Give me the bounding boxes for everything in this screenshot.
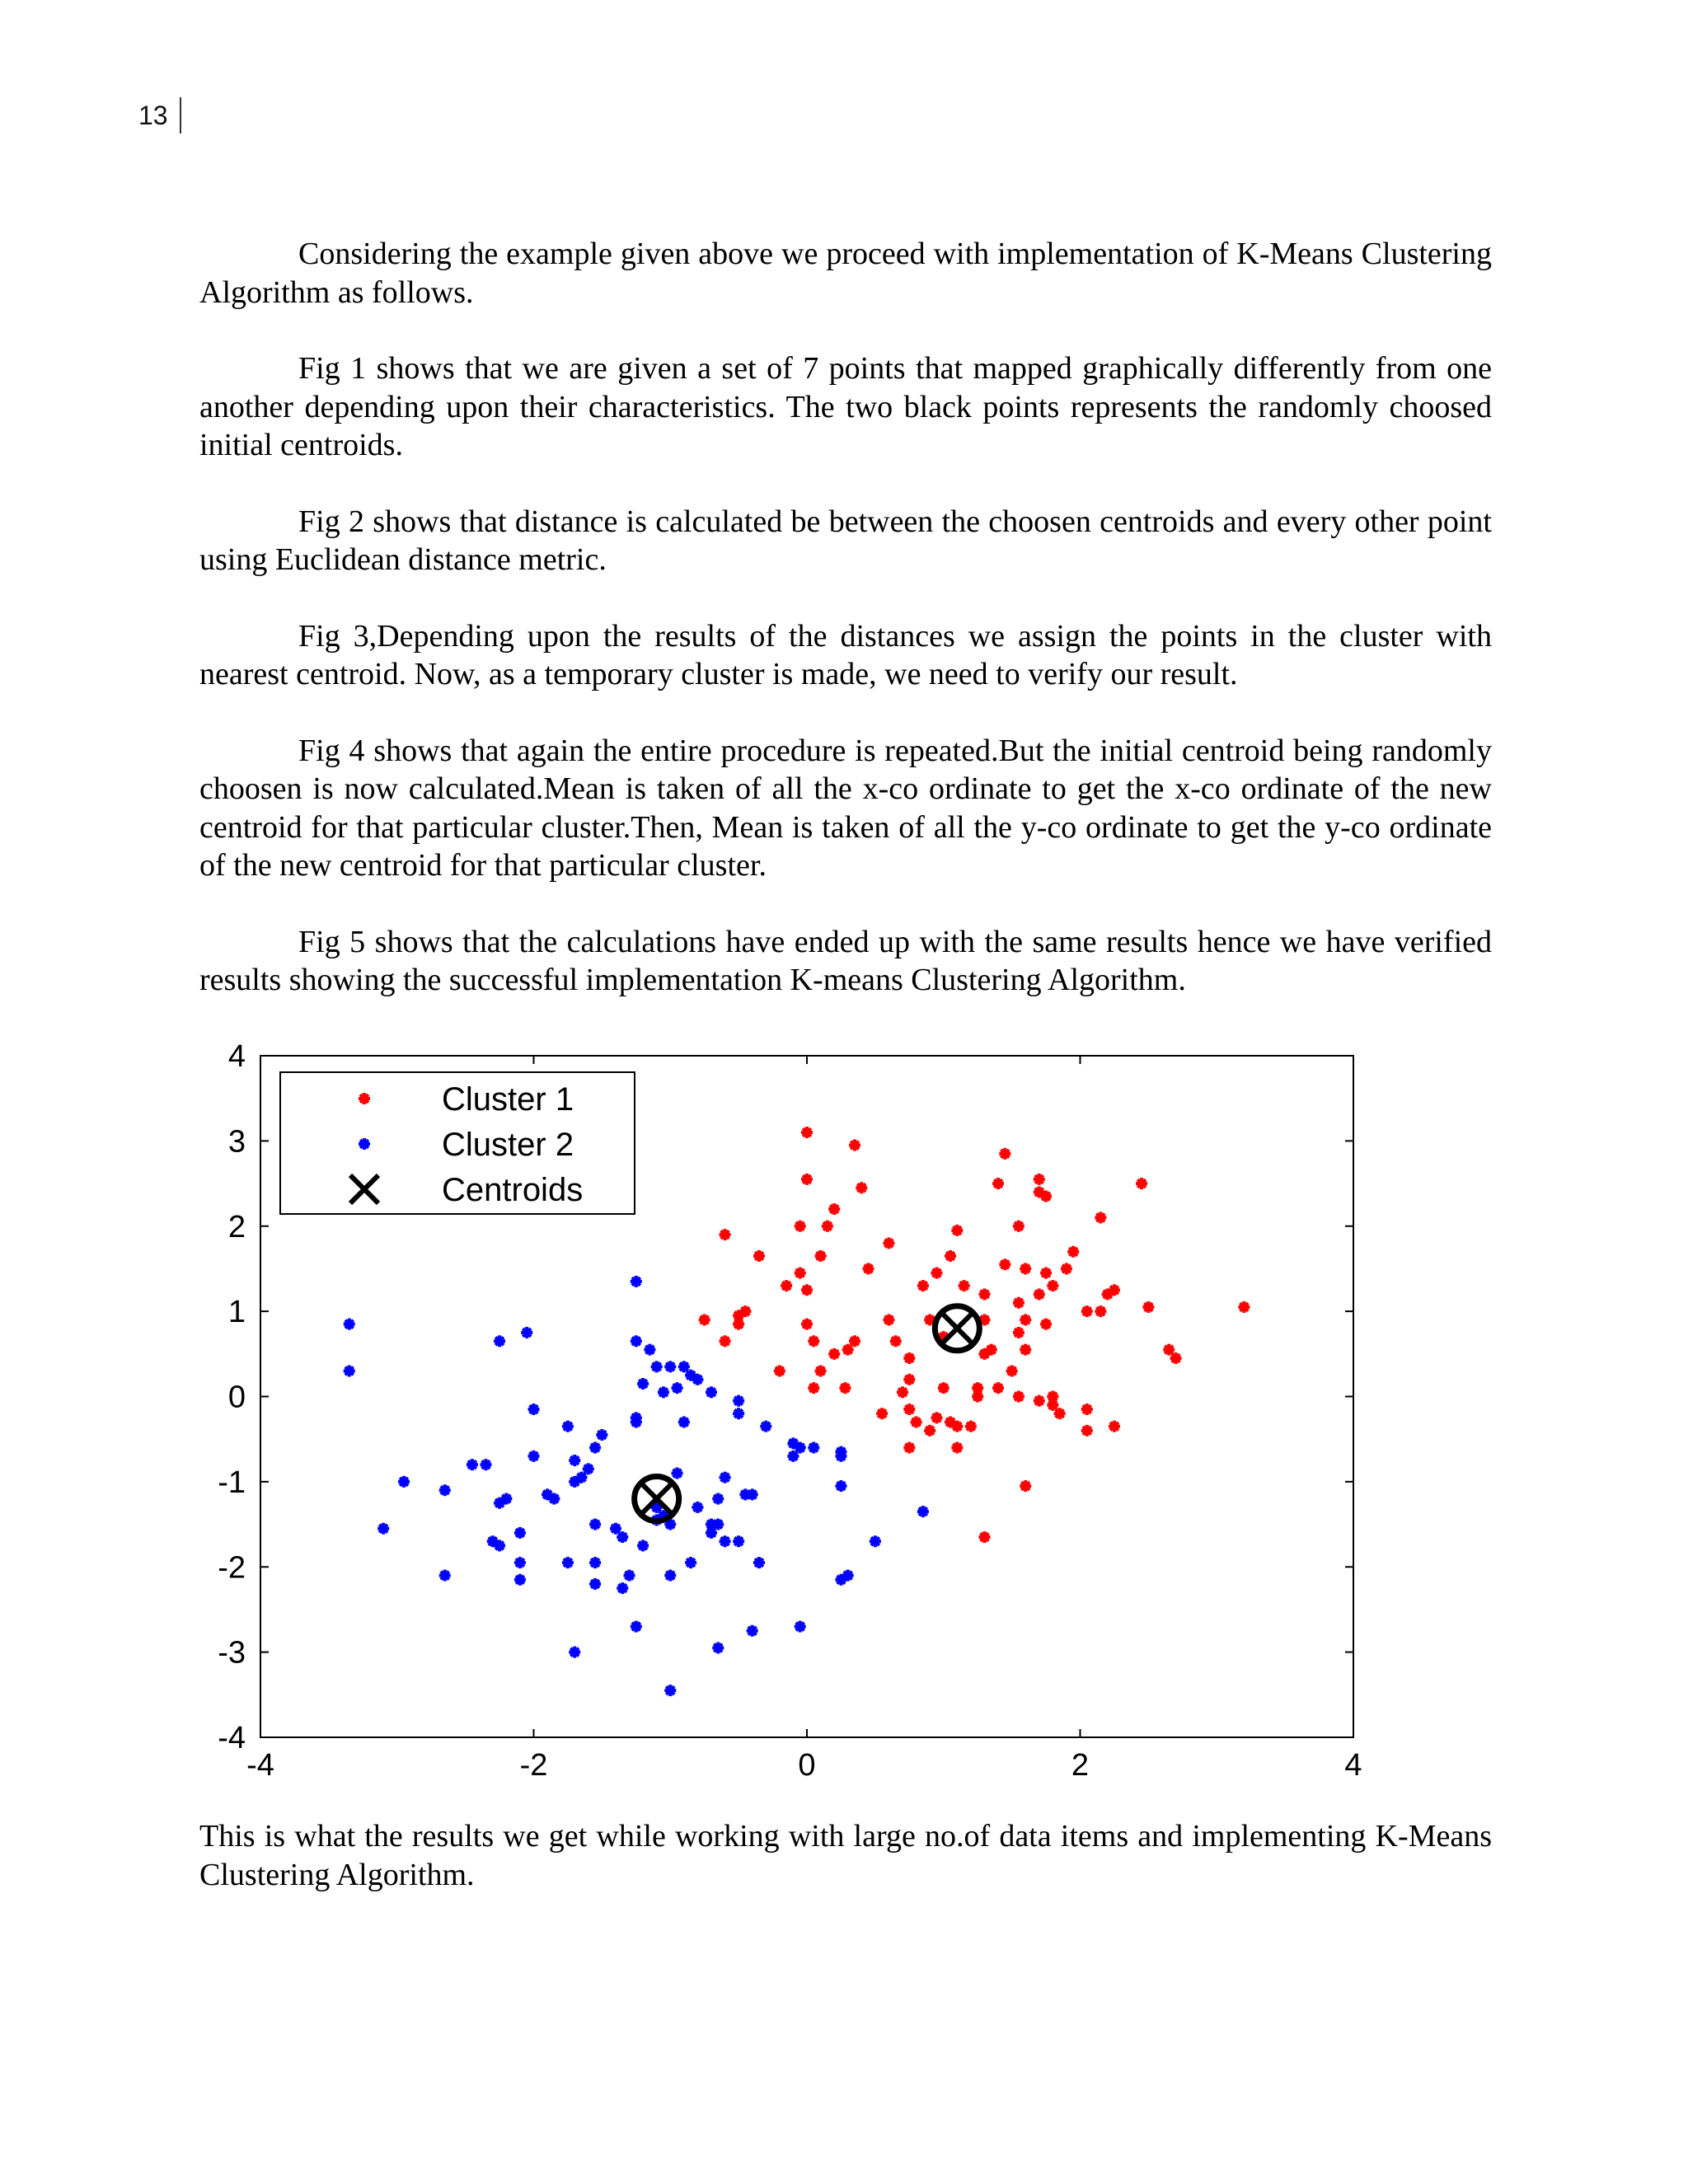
paragraph-fig3: Fig 3,Depending upon the results of the distances we assign the points in the cluster with nearest centroid. Now, as a temporary cluster is made, we need to verify our result. [199,618,1492,691]
cluster-1-point [1136,1178,1147,1189]
cluster-1-point [1081,1305,1093,1317]
page-number: 13 [138,97,181,134]
figure-caption: This is what the results we get while working with large no.of data items and implementing K-Means Clustering Algorithm. [199,1819,1492,1892]
cluster-1-point [733,1319,744,1330]
paragraph-intro: Considering the example given above we proceed with implementation of K-Means Clustering Algorithm as follows. [199,237,1492,310]
cluster-1-point [1047,1391,1058,1403]
cluster-1-point [945,1250,956,1262]
cluster-2-point [664,1570,676,1582]
cluster-1-point [863,1263,874,1274]
y-tick-label: -2 [218,1550,246,1586]
cluster-1-point [938,1382,950,1394]
legend-marker-cluster-1 [359,1093,370,1104]
y-tick-label: 2 [227,1209,246,1244]
cluster-2-point [835,1446,846,1458]
cluster-2-point [494,1540,505,1551]
cluster-1-point [1109,1284,1120,1296]
cluster-2-point [562,1421,574,1432]
cluster-1-point [903,1442,915,1454]
cluster-1-point [978,1531,990,1543]
cluster-2-point [528,1404,540,1415]
cluster-1-point [801,1319,813,1330]
cluster-1-point [978,1348,990,1360]
legend-label-cluster-1: Cluster 1 [442,1081,574,1118]
cluster-1-point [903,1404,915,1415]
paragraph-fig4: Fig 4 shows that again the entire procedure is repeated.But the initial centroid being randomly choosen is now calculated.Mean is taken of all the x-co ordinate to get the x-co ordinate of the new centroid for that particular cluster.Then, Mean is taken of all the y-co ordinate to get the y-co ordinate of the new centroid for that particular cluster. [199,733,1492,883]
x-tick-label: 4 [1344,1748,1362,1783]
cluster-2-point [664,1361,676,1372]
paragraph-fig5: Fig 5 shows that the calculations have ended up with the same results hence we have verified results showing the successful implementation K-means Clustering Algorithm. [199,924,1492,997]
y-tick-label: 4 [227,1039,246,1074]
y-tick-label: 0 [227,1380,246,1415]
cluster-1-point [801,1127,813,1138]
cluster-2-point [631,1276,642,1287]
paragraph-fig2: Fig 2 shows that distance is calculated be between the choosen centroids and every other point using Euclidean distance metric. [199,504,1492,577]
x-tick-label: -2 [519,1748,548,1783]
x-tick-label: 0 [798,1748,816,1783]
cluster-1-point [972,1391,983,1403]
legend-label-centroids: Centroids [442,1172,584,1208]
cluster-1-point [699,1314,710,1325]
cluster-1-point [1040,1319,1052,1330]
cluster-1-point [1013,1221,1025,1232]
y-tick-label: 1 [227,1295,246,1330]
cluster-1-point [1081,1404,1093,1415]
cluster-1-point [801,1284,813,1296]
cluster-1-point [1013,1327,1025,1338]
cluster-1-point [839,1382,851,1394]
cluster-1-point [1013,1391,1025,1403]
y-tick-label: 3 [227,1124,246,1160]
cluster-1-point [965,1421,977,1432]
y-tick-label: -3 [218,1635,246,1671]
legend [280,1072,635,1214]
cluster-2-point [398,1476,410,1488]
cluster-2-point [664,1685,676,1696]
x-tick-label: -4 [246,1748,274,1783]
paragraph-fig1: Fig 1 shows that we are given a set of 7 points that mapped graphically differently from one another depending upon their characteristics. The two black points represents the randomly choosed initial centroids. [199,351,1492,462]
legend-marker-cluster-2 [359,1138,370,1150]
cluster-1-point [1081,1425,1093,1436]
x-tick-label: 2 [1071,1748,1090,1783]
cluster-1-point [1109,1421,1120,1432]
cluster-1-point [931,1412,942,1423]
cluster-2-point [494,1497,505,1509]
y-tick-label: -4 [218,1721,246,1755]
cluster-1-point [1040,1191,1052,1202]
cluster-2-point [344,1319,355,1330]
legend-label-cluster-2: Cluster 2 [442,1127,574,1163]
cluster-2-point [494,1335,505,1347]
y-tick-label: -1 [218,1465,246,1500]
cluster-1-point [1013,1297,1025,1309]
cluster-2-point [631,1335,642,1347]
cluster-1-point [999,1148,1010,1160]
